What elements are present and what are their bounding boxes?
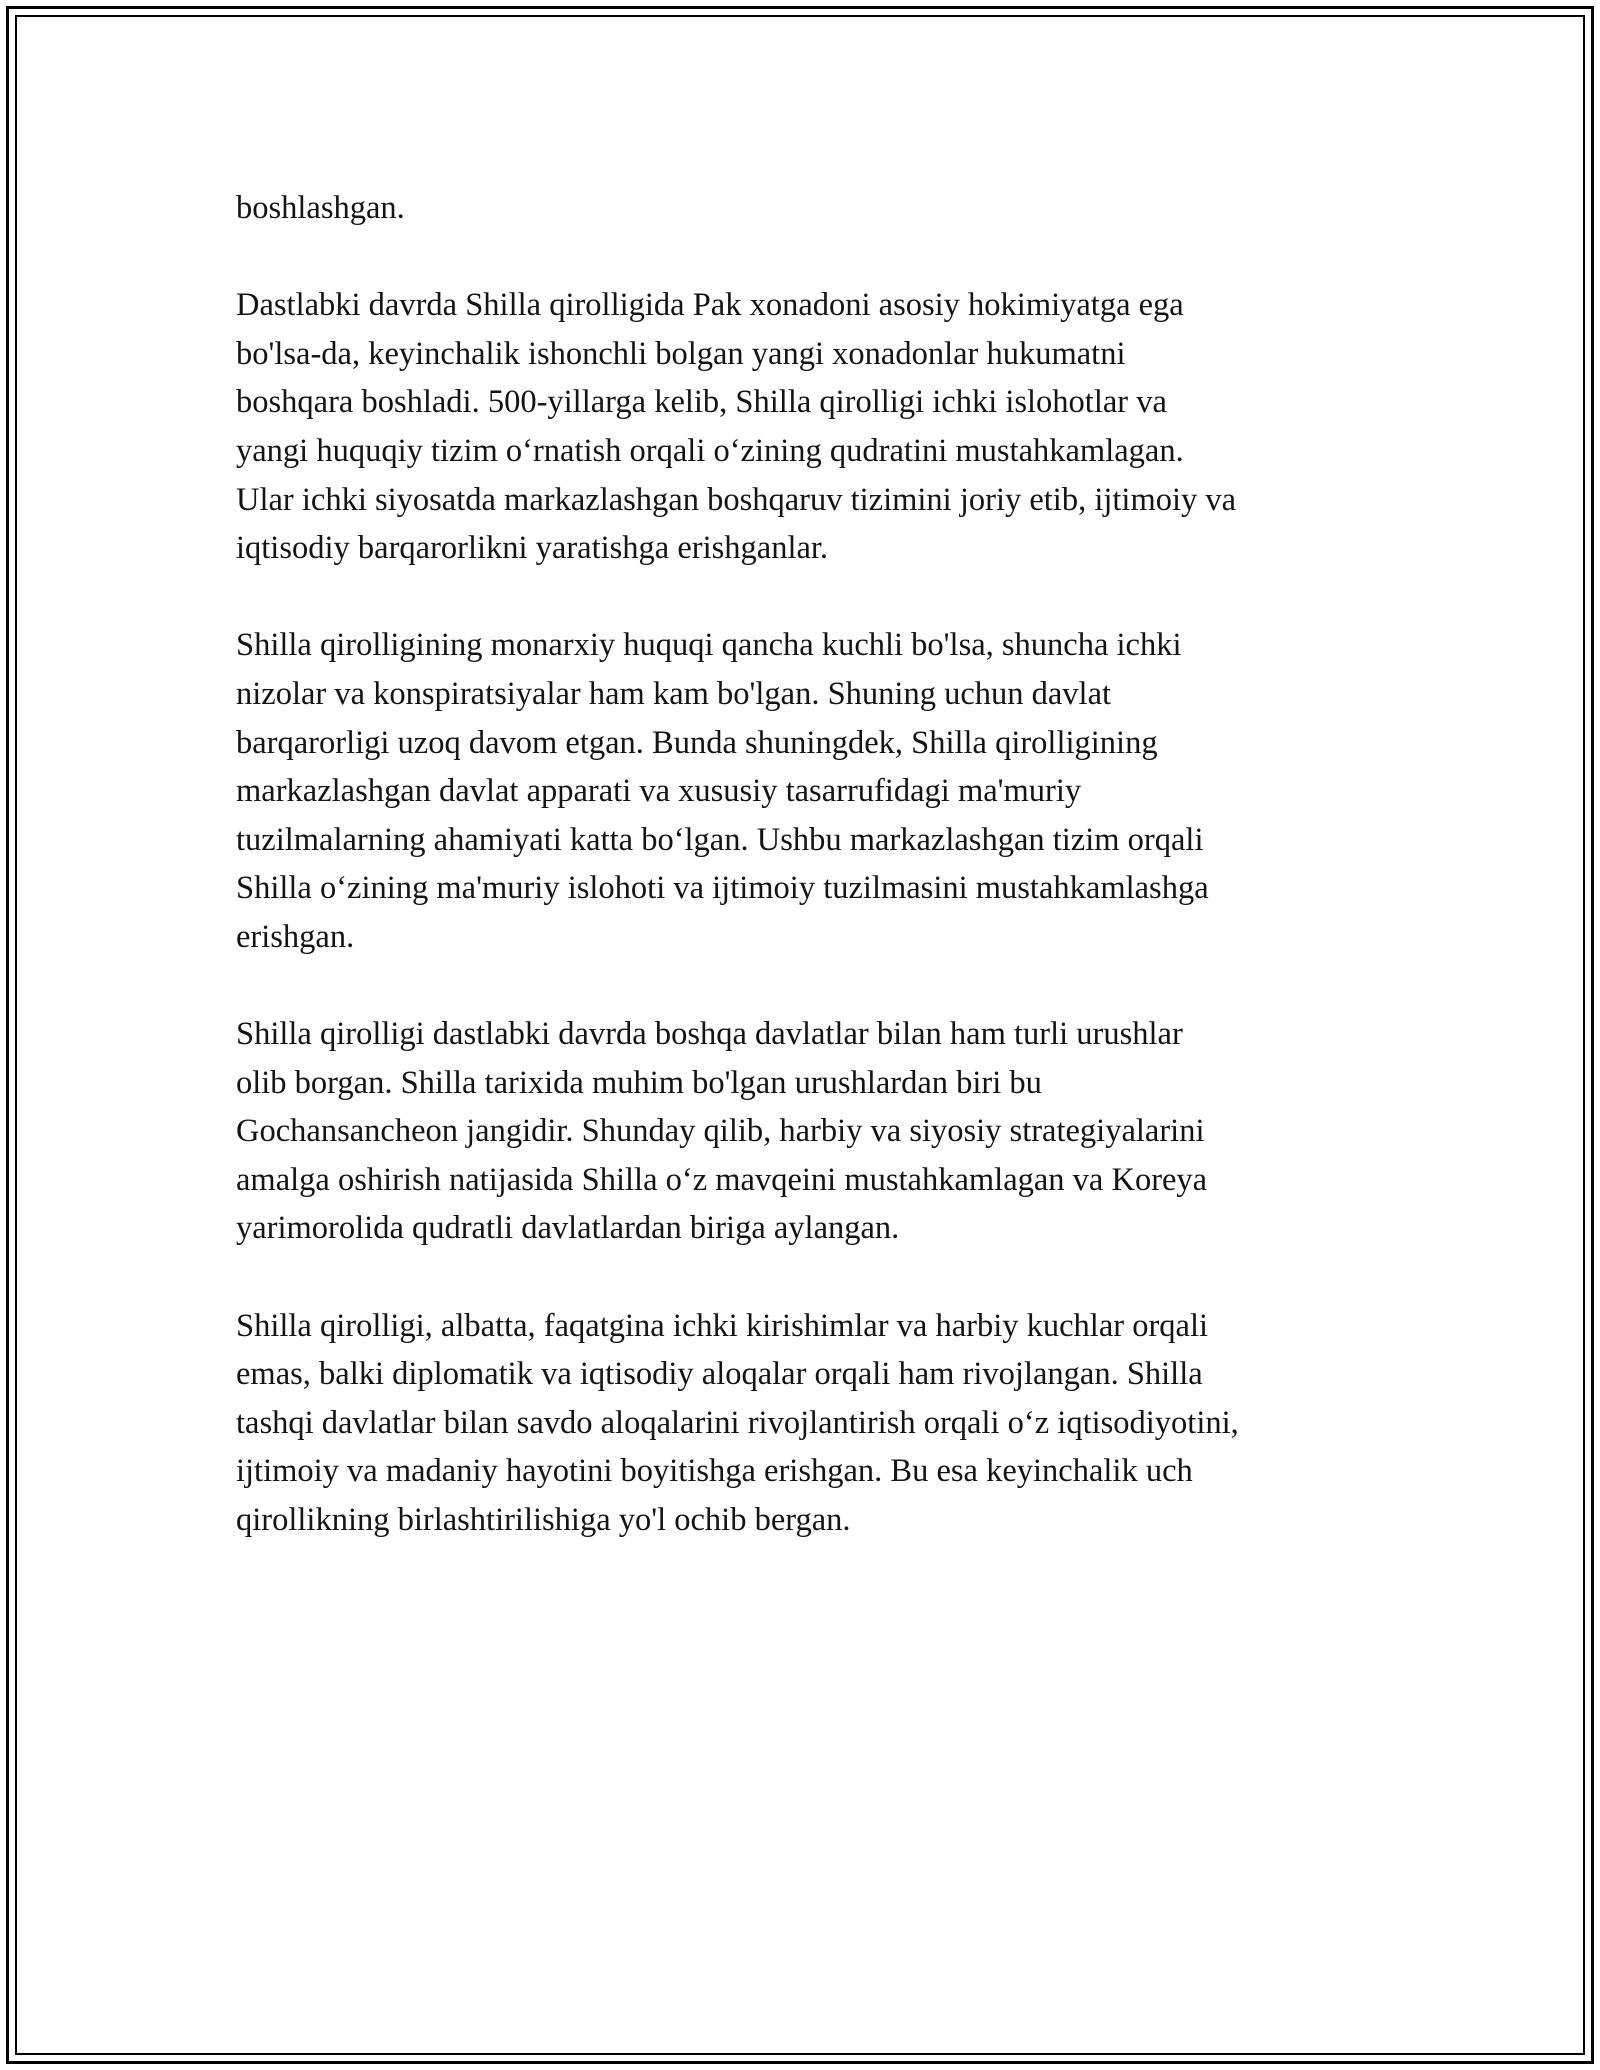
text-line: Gochansancheon jangidir. Shunday qilib, harbiy va siyosiy strategiyalarini [236,1113,1205,1150]
text-line: Ular ichki siyosatda markazlashgan boshqaruv tizimini joriy etib, ijtimoiy va [236,481,1237,518]
text-line: Shilla qirolligining monarxiy huquqi qancha kuchli bo'lsa, shuncha ichki [236,627,1182,664]
text-line: markazlashgan davlat apparati va xususiy tasarrufidagi ma'muriy [236,773,1082,810]
text-line: nizolar va konspiratsiyalar ham kam bo'lgan. Shuning uchun davlat [236,675,1112,712]
paragraph [236,1302,1396,1545]
text-line: iqtisodiy barqarorlikni yaratishga erishganlar. [236,530,829,567]
text-line: Shilla qirolligi dastlabki davrda boshqa davlatlar bilan ham turli urushlar [236,1016,1183,1053]
text-line: boshqara boshladi. 500-yillarga kelib, Shilla qirolligi ichki islohotlar va [236,384,1167,421]
text-line: barqarorligi uzoq davom etgan. Bunda shuningdek, Shilla qirolligining [236,724,1158,761]
text-line: amalga oshirish natijasida Shilla oʻz mavqeini mustahkamlagan va Koreya [236,1161,1208,1198]
paragraph [236,281,1396,573]
text-line: olib borgan. Shilla tarixida muhim bo'lgan urushlardan biri bu [236,1064,1042,1101]
text-line: tashqi davlatlar bilan savdo aloqalarini rivojlantirish orqali oʻz iqtisodiyotini, [236,1404,1239,1441]
paragraph [236,1010,1396,1253]
text-line: qirollikning birlashtirilishiga yo'l ochib bergan. [236,1502,851,1539]
text-line: Dastlabki davrda Shilla qirolligida Pak xonadoni asosiy hokimiyatga ega [236,287,1184,324]
text-line: emas, balki diplomatik va iqtisodiy aloqalar orqali ham rivojlangan. Shilla [236,1356,1203,1393]
text-line: yangi huquqiy tizim oʻrnatish orqali oʻzining qudratini mustahkamlagan. [236,432,1184,469]
text-line: boshlashgan. [236,190,405,226]
document-body [236,184,1396,1593]
paragraph [236,621,1396,961]
text-line: ijtimoiy va madaniy hayotini boyitishga erishgan. Bu esa keyinchalik uch [236,1453,1193,1490]
text-line: yarimorolida qudratli davlatlardan biriga aylangan. [236,1210,900,1247]
text-line: bo'lsa-da, keyinchalik ishonchli bolgan yangi xonadonlar hukumatni [236,335,1126,372]
paragraph [236,184,1396,233]
text-line: Shilla oʻzining ma'muriy islohoti va ijtimoiy tuzilmasini mustahkamlashga [236,870,1209,907]
text-line: tuzilmalarning ahamiyati katta boʻlgan. Ushbu markazlashgan tizim orqali [236,821,1204,858]
text-line: erishgan. [236,918,355,955]
text-line: Shilla qirolligi, albatta, faqatgina ichki kirishimlar va harbiy kuchlar orqali [236,1307,1209,1344]
